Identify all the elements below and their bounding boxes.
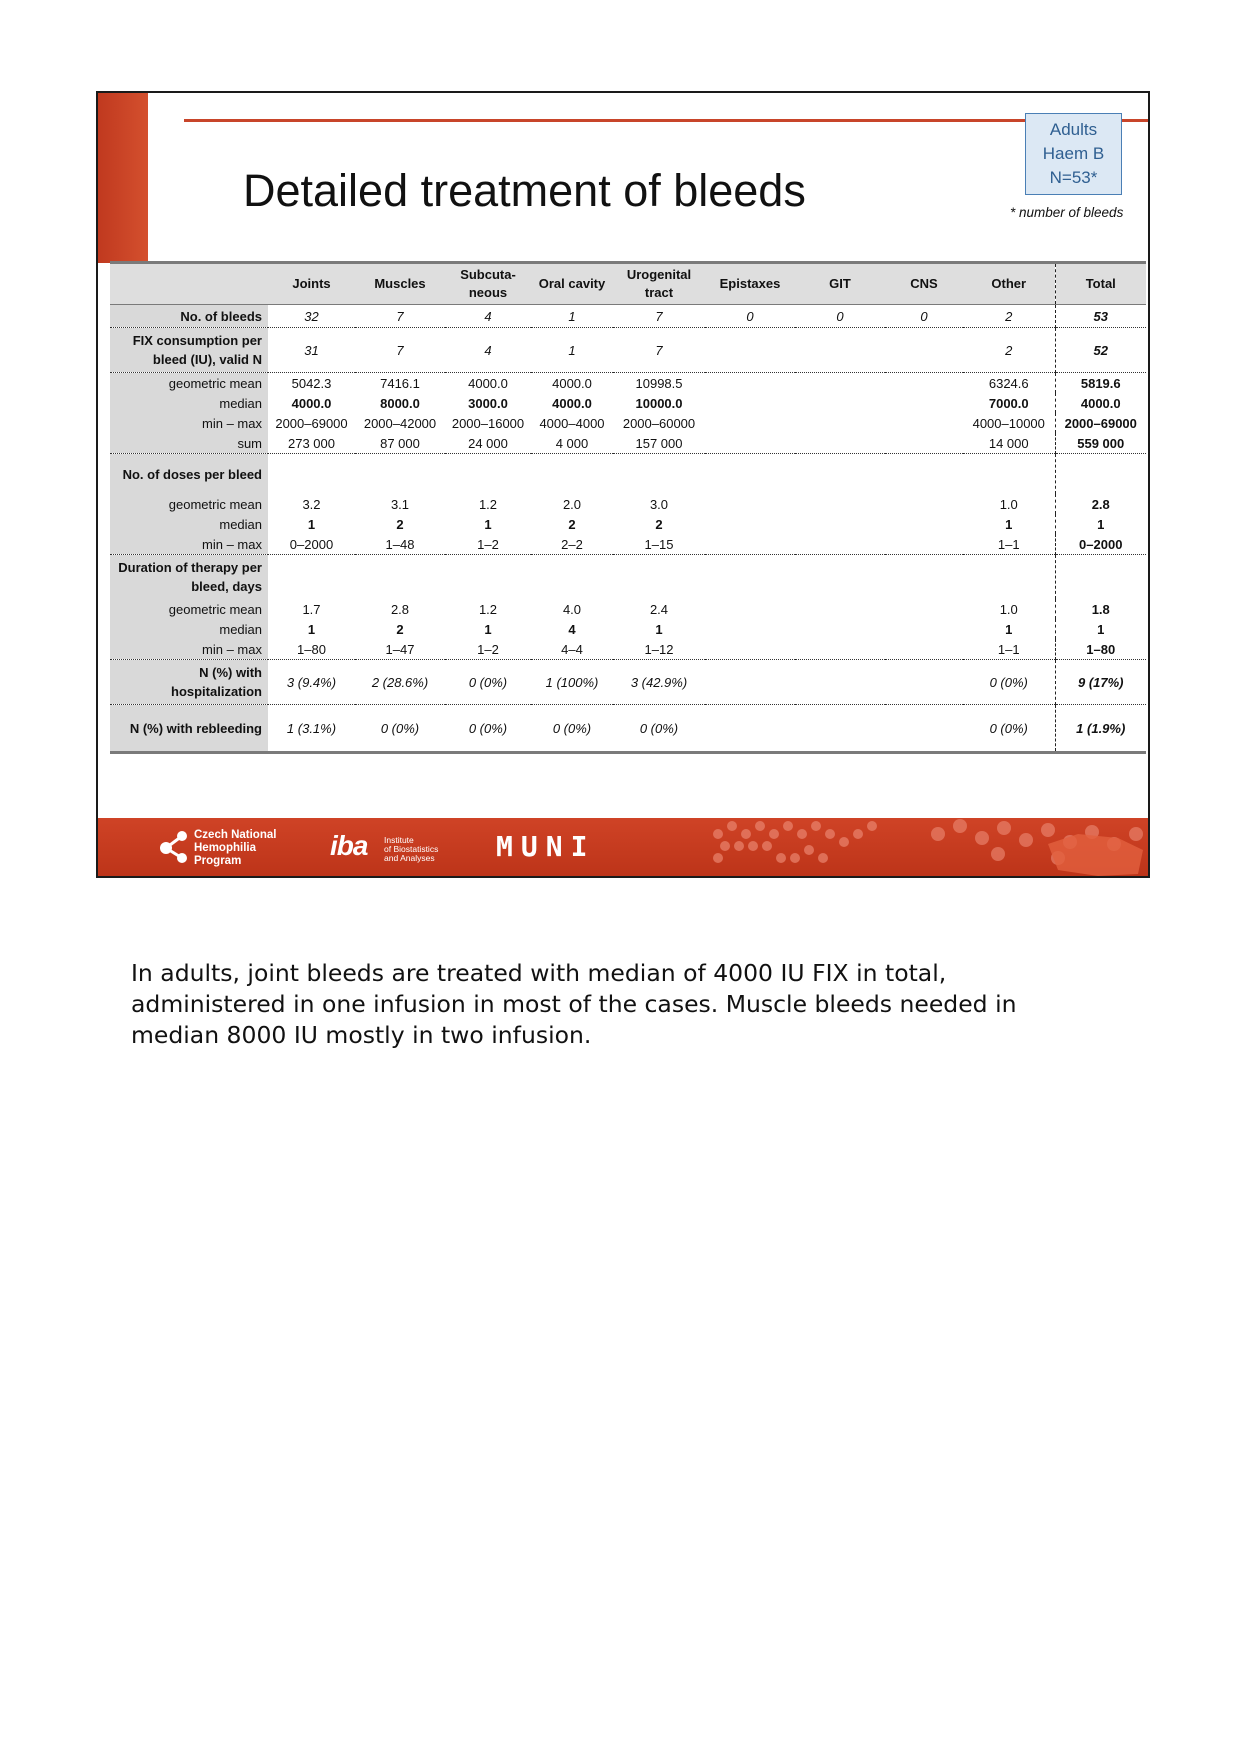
row-label: median [110, 619, 268, 639]
cell-total: 1 [1055, 619, 1146, 639]
cell-cns: 0 [885, 305, 963, 328]
cell-git [795, 413, 885, 433]
header-total: Total [1055, 263, 1146, 305]
cell-subcutaneous: 4 [445, 328, 531, 373]
iba-line-2: of Biostatistics [384, 844, 439, 854]
cell-oral-cavity: 4000.0 [552, 375, 592, 391]
cell-epistaxes [705, 555, 795, 600]
table-row [110, 393, 1146, 413]
row-label: No. of doses per bleed [110, 454, 268, 495]
cell-cns [885, 454, 963, 495]
cell-subcutaneous: 1 [484, 516, 492, 532]
cell-cns [885, 619, 963, 639]
cell-subcutaneous: 0 (0%) [445, 705, 531, 753]
cell-urogenital-tract: 1–12 [613, 639, 705, 660]
row-label: FIX consumption per bleed (IU), valid N [110, 328, 268, 373]
cell-joints: 32 [268, 305, 355, 328]
table-row [110, 660, 1146, 705]
cell-urogenital-tract: 3.0 [649, 496, 669, 512]
cell-epistaxes [705, 494, 795, 514]
cell-total [1055, 555, 1146, 600]
badge-line-2: Haem B [1042, 144, 1105, 163]
cell-git [795, 619, 885, 639]
cell-urogenital-tract: 0 (0%) [613, 705, 705, 753]
cell-other: 4000–10000 [972, 415, 1045, 431]
row-label: N (%) with hospitalization [110, 660, 268, 705]
cell-oral-cavity: 2 [568, 516, 576, 532]
cell-urogenital-tract: 7 [613, 328, 705, 373]
cell-other: 2 [963, 305, 1055, 328]
decorative-dots-pattern [698, 804, 1148, 876]
cell-cns [885, 705, 963, 753]
cell-other [963, 454, 1055, 495]
cell-epistaxes [705, 599, 795, 619]
cell-cns [885, 514, 963, 534]
table-row [110, 373, 1146, 394]
cell-git [795, 433, 885, 454]
cell-urogenital-tract: 1 [655, 621, 663, 637]
table-row [110, 514, 1146, 534]
cell-epistaxes [705, 619, 795, 639]
cell-total: 4000.0 [1055, 393, 1146, 413]
cell-epistaxes [705, 639, 795, 660]
cell-oral-cavity: 4000–4000 [539, 415, 605, 431]
cell-urogenital-tract [613, 454, 705, 495]
cell-muscles: 87 000 [355, 433, 445, 454]
cell-other: 14 000 [963, 433, 1055, 454]
cell-subcutaneous: 4 [445, 305, 531, 328]
cell-total: 52 [1055, 328, 1146, 373]
cell-total: 1.8 [1055, 599, 1146, 619]
cell-oral-cavity: 1 [531, 305, 613, 328]
cell-muscles: 8000.0 [380, 395, 420, 411]
cell-git [795, 660, 885, 705]
row-label: median [110, 393, 268, 413]
cell-subcutaneous: 1 [484, 621, 492, 637]
cell-joints: 2000–69000 [275, 415, 348, 431]
header-muscles: Muscles [355, 263, 445, 305]
cell-muscles: 2000–42000 [363, 415, 437, 431]
table-header-row [110, 263, 1146, 305]
iba-mark: iba [330, 830, 368, 861]
cell-muscles: 2 [396, 516, 404, 532]
cell-subcutaneous: 0 (0%) [445, 660, 531, 705]
cell-joints: 273 000 [268, 433, 355, 454]
cell-muscles: 2.8 [390, 601, 410, 617]
cell-total: 559 000 [1055, 433, 1146, 454]
cell-epistaxes [705, 328, 795, 373]
cell-cns [885, 599, 963, 619]
cell-git [795, 639, 885, 660]
cnhp-logo [158, 826, 277, 870]
cell-git [795, 514, 885, 534]
slide-footer [98, 818, 1148, 876]
cell-urogenital-tract: 1–15 [613, 534, 705, 555]
cell-cns [885, 328, 963, 373]
cell-subcutaneous: 2000–16000 [451, 415, 525, 431]
table-row [110, 619, 1146, 639]
row-label: min – max [110, 413, 268, 433]
cell-subcutaneous [445, 454, 531, 495]
cell-subcutaneous: 1–2 [445, 639, 531, 660]
cell-subcutaneous: 24 000 [445, 433, 531, 454]
cell-git: 0 [795, 305, 885, 328]
cell-urogenital-tract: 157 000 [613, 433, 705, 454]
cell-muscles: 1–48 [355, 534, 445, 555]
cell-joints: 5042.3 [291, 375, 332, 391]
cell-urogenital-tract: 7 [613, 305, 705, 328]
cell-joints: 4000.0 [291, 395, 332, 411]
row-label: geometric mean [110, 599, 268, 619]
cell-subcutaneous [445, 555, 531, 600]
table-row [110, 555, 1146, 600]
cohort-badge [1025, 113, 1122, 195]
cell-joints [268, 555, 355, 600]
cell-epistaxes [705, 454, 795, 495]
cell-git [795, 494, 885, 514]
cell-urogenital-tract: 10000.0 [635, 395, 683, 411]
cell-git [795, 599, 885, 619]
cell-urogenital-tract: 10998.5 [635, 375, 683, 391]
cell-oral-cavity [531, 555, 613, 600]
header-oral-cavity: Oral cavity [531, 263, 613, 305]
table-row [110, 705, 1146, 753]
cell-git [795, 454, 885, 495]
cell-cns [885, 373, 963, 394]
table-row [110, 305, 1146, 328]
cell-other [963, 555, 1055, 600]
cell-epistaxes [705, 660, 795, 705]
cell-epistaxes [705, 393, 795, 413]
cell-subcutaneous: 1–2 [445, 534, 531, 555]
cell-oral-cavity: 4 [568, 621, 576, 637]
row-label: median [110, 514, 268, 534]
row-label: Duration of therapy per bleed, days [110, 555, 268, 600]
cell-urogenital-tract: 2.4 [649, 601, 669, 617]
slide [96, 91, 1150, 878]
bleeds-table [110, 261, 1146, 754]
cell-total: 53 [1055, 305, 1146, 328]
cell-oral-cavity [531, 454, 613, 495]
header-cns: CNS [885, 263, 963, 305]
cell-other: 0 (0%) [963, 660, 1055, 705]
table-row [110, 328, 1146, 373]
cell-cns [885, 413, 963, 433]
row-label: geometric mean [110, 494, 268, 514]
molecule-icon [158, 826, 192, 866]
cell-muscles [355, 454, 445, 495]
cell-other: 1.0 [999, 601, 1018, 617]
cell-epistaxes: 0 [705, 305, 795, 328]
cnhp-line-2: Hemophilia [194, 842, 256, 854]
cell-subcutaneous: 1.2 [478, 496, 498, 512]
row-label: No. of bleeds [110, 305, 268, 328]
cell-git [795, 555, 885, 600]
cell-joints: 1 (3.1%) [268, 705, 355, 753]
cell-urogenital-tract: 3 (42.9%) [613, 660, 705, 705]
cell-joints: 1–80 [268, 639, 355, 660]
cell-cns [885, 555, 963, 600]
cell-other: 1 [1005, 621, 1013, 637]
cell-muscles: 3.1 [390, 496, 410, 512]
cell-muscles: 7416.1 [380, 375, 420, 391]
cell-epistaxes [705, 373, 795, 394]
cell-muscles: 7 [355, 328, 445, 373]
cell-other: 1–1 [963, 534, 1055, 555]
iba-logo [330, 830, 439, 863]
cell-total: 9 (17%) [1055, 660, 1146, 705]
cell-total: 2000–69000 [1055, 413, 1146, 433]
cell-urogenital-tract [613, 555, 705, 600]
cell-cns [885, 393, 963, 413]
cell-muscles: 2 (28.6%) [355, 660, 445, 705]
cell-epistaxes [705, 514, 795, 534]
table-row [110, 454, 1146, 495]
title-rule [184, 119, 1148, 122]
cell-other: 6324.6 [988, 375, 1029, 391]
cell-oral-cavity: 0 (0%) [531, 705, 613, 753]
cell-epistaxes [705, 705, 795, 753]
cell-total: 5819.6 [1055, 373, 1146, 394]
badge-line-3: N=53* [1049, 168, 1098, 187]
cell-other: 2 [963, 328, 1055, 373]
red-accent-bar [98, 93, 148, 263]
cell-git [795, 393, 885, 413]
cell-joints: 1 [307, 621, 316, 637]
cell-urogenital-tract: 2 [655, 516, 663, 532]
header-joints: Joints [268, 263, 355, 305]
cell-total: 2.8 [1055, 494, 1146, 514]
table-row [110, 599, 1146, 619]
cell-cns [885, 494, 963, 514]
header-epistaxes: Epistaxes [705, 263, 795, 305]
row-label: sum [110, 433, 268, 454]
badge-line-1: Adults [1049, 120, 1098, 139]
muni-logo: MUNI [496, 830, 596, 863]
header-other: Other [963, 263, 1055, 305]
table-row [110, 639, 1146, 660]
table-row [110, 433, 1146, 454]
cell-total: 1–80 [1055, 639, 1146, 660]
cell-muscles: 1–47 [355, 639, 445, 660]
cell-muscles: 7 [355, 305, 445, 328]
cell-other: 1 [1005, 516, 1013, 532]
cell-oral-cavity: 1 (100%) [531, 660, 613, 705]
cell-epistaxes [705, 433, 795, 454]
cell-total: 1 [1055, 514, 1146, 534]
cell-epistaxes [705, 534, 795, 555]
cell-oral-cavity: 4 000 [531, 433, 613, 454]
cell-joints: 31 [268, 328, 355, 373]
cell-git [795, 328, 885, 373]
cell-joints: 0–2000 [268, 534, 355, 555]
cell-other: 1.0 [999, 496, 1018, 512]
cell-other: 0 (0%) [963, 705, 1055, 753]
cell-total: 0–2000 [1055, 534, 1146, 555]
cell-total [1055, 454, 1146, 495]
cell-git [795, 534, 885, 555]
header-corner [110, 263, 268, 305]
cell-cns [885, 433, 963, 454]
cell-other: 7000.0 [988, 395, 1029, 411]
cell-muscles: 2 [396, 621, 404, 637]
cell-muscles [355, 555, 445, 600]
cell-subcutaneous: 1.2 [478, 601, 498, 617]
row-label: min – max [110, 534, 268, 555]
row-label: geometric mean [110, 373, 268, 394]
cell-urogenital-tract: 2000–60000 [622, 415, 696, 431]
badge-footnote: * number of bleeds [1010, 205, 1124, 220]
cell-oral-cavity: 2–2 [531, 534, 613, 555]
cell-cns [885, 534, 963, 555]
cell-joints: 3 (9.4%) [268, 660, 355, 705]
cell-joints: 1.7 [302, 601, 321, 617]
cell-cns [885, 639, 963, 660]
cell-muscles: 0 (0%) [355, 705, 445, 753]
cell-epistaxes [705, 413, 795, 433]
row-label: min – max [110, 639, 268, 660]
header-subcutaneous: Subcuta-neous [445, 263, 531, 305]
cell-joints [268, 454, 355, 495]
cell-oral-cavity: 1 [531, 328, 613, 373]
cell-oral-cavity: 2.0 [562, 496, 582, 512]
slide-caption: In adults, joint bleeds are treated with median of 4000 IU FIX in total, administered in one infusion in most of the cases. Muscle bleeds needed in median 8000 IU mostly in two infusion. [131, 959, 1017, 1049]
header-git: GIT [795, 263, 885, 305]
cell-joints: 1 [307, 516, 316, 532]
cell-oral-cavity: 4000.0 [552, 395, 592, 411]
cell-total: 1 (1.9%) [1055, 705, 1146, 753]
iba-line-1: Institute [384, 835, 414, 845]
cell-other: 1–1 [963, 639, 1055, 660]
cell-cns [885, 660, 963, 705]
cell-oral-cavity: 4–4 [531, 639, 613, 660]
table-row [110, 413, 1146, 433]
cell-git [795, 373, 885, 394]
cell-subcutaneous: 4000.0 [468, 375, 508, 391]
iba-line-3: and Analyses [384, 853, 435, 863]
table-row [110, 494, 1146, 514]
cnhp-line-3: Program [194, 855, 242, 867]
header-urogenital-tract: Urogenital tract [613, 263, 705, 305]
row-label: N (%) with rebleeding [110, 705, 268, 753]
cell-oral-cavity: 4.0 [562, 601, 582, 617]
cell-joints: 3.2 [302, 496, 321, 512]
slide-title: Detailed treatment of bleeds [243, 165, 806, 216]
cell-git [795, 705, 885, 753]
table-row [110, 534, 1146, 555]
cnhp-line-1: Czech National [194, 829, 277, 841]
cell-subcutaneous: 3000.0 [468, 395, 508, 411]
